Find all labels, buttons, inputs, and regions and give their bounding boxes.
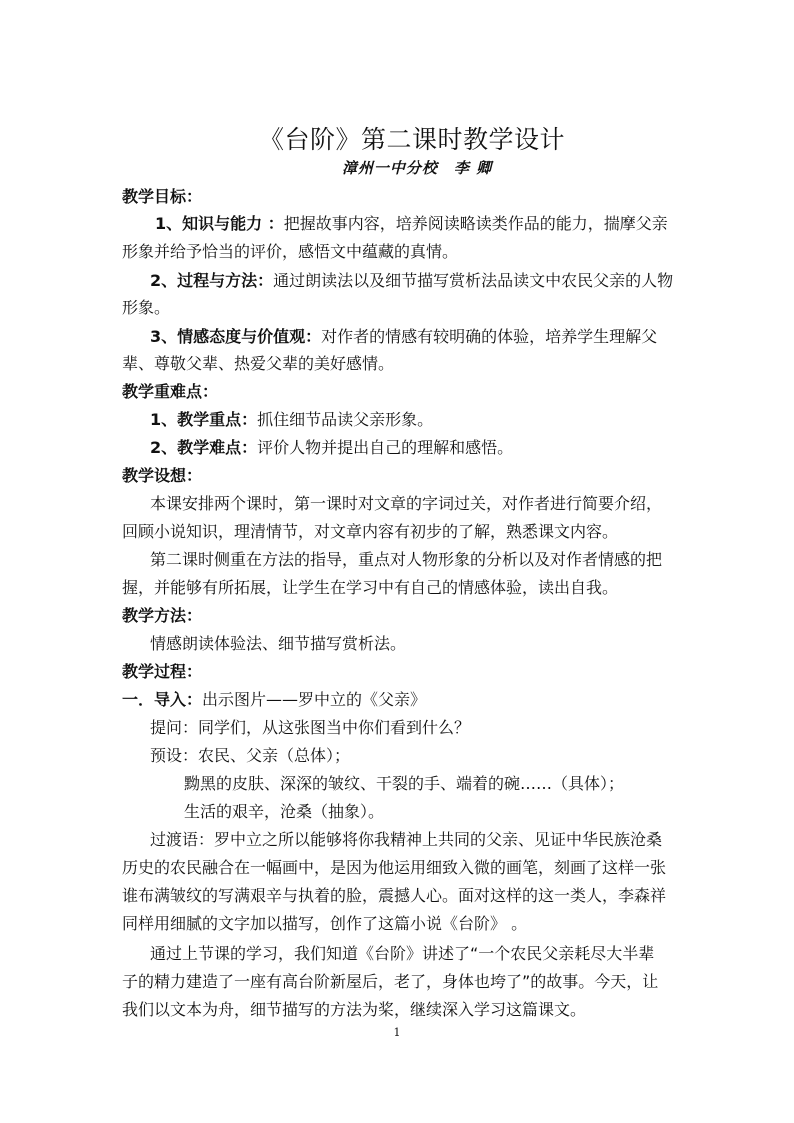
goal-item-1-line-1 bbox=[155, 213, 685, 235]
document-title: 《台阶》第二课时教学设计 bbox=[258, 125, 565, 154]
section-heading-process: 教学过程： bbox=[122, 662, 203, 681]
process-step-1-label: 一．导入： bbox=[122, 690, 203, 709]
process-preset: 预设：农民、父亲（总体）； bbox=[150, 746, 351, 765]
goal-item-2-text: 通过朗读法以及细节描写赏析法品读文中农民父亲的人物 bbox=[273, 271, 674, 290]
key-point-2-label: 2、教学难点： bbox=[150, 438, 258, 457]
goal-item-3-line-1 bbox=[150, 326, 685, 348]
section-heading-methods: 教学方法： bbox=[122, 606, 203, 625]
section-heading-concept: 教学设想： bbox=[122, 466, 203, 485]
goal-item-2-line-1 bbox=[150, 270, 685, 292]
concept-p1-line-2: 回顾小说知识，理清情节，对文章内容有初步的了解，熟悉课文内容。 bbox=[122, 522, 619, 541]
process-preset-a: 黝黑的皮肤、深深的皱纹、干裂的手、端着的碗……（具体）； bbox=[184, 774, 625, 793]
process-step-1-text: 出示图片——罗中立的《父亲》 bbox=[202, 690, 427, 709]
concept-p2-line-2: 握，并能够有所拓展，让学生在学习中有自己的情感体验，读出自我。 bbox=[122, 578, 619, 597]
goal-item-3-label: 3、情感态度与价值观： bbox=[150, 327, 322, 346]
transition-line-4: 同样用细腻的文字加以描写，创作了这篇小说《台阶》 。 bbox=[122, 914, 528, 933]
goal-item-1-text: 把握故事内容，培养阅读略读类作品的能力，揣摩父亲 bbox=[283, 214, 668, 233]
key-point-1-text: 抓住细节品读父亲形象。 bbox=[257, 410, 434, 429]
author-line: 漳州一中分校 李 卿 bbox=[341, 159, 493, 177]
goal-item-3-text: 对作者的情感有较明确的体验，培养学生理解父 bbox=[321, 327, 658, 346]
concept-p2-line-1: 第二课时侧重在方法的指导，重点对人物形象的分析以及对作者情感的把 bbox=[150, 550, 663, 569]
transition-line-2: 历史的农民融合在一幅画中，是因为他运用细致入微的画笔，刻画了这样一张 bbox=[122, 858, 667, 877]
goal-item-1-label: 1、知识与能力 ： bbox=[155, 214, 284, 233]
closing-line-1: 通过上节课的学习，我们知道《台阶》讲述了“一个农民父亲耗尽大半辈 bbox=[150, 944, 655, 963]
closing-line-3: 我们以文本为舟，细节描写的方法为桨，继续深入学习这篇课文。 bbox=[122, 1000, 587, 1019]
methods-text: 情感朗读体验法、细节描写赏析法。 bbox=[150, 634, 407, 653]
section-heading-goals: 教学目标： bbox=[122, 187, 203, 206]
transition-line-1: 过渡语：罗中立之所以能够将你我精神上共同的父亲、见证中华民族沧桑 bbox=[150, 830, 663, 849]
key-point-2 bbox=[150, 437, 685, 459]
page-number: 1 bbox=[393, 1026, 401, 1039]
section-heading-key-points: 教学重难点： bbox=[122, 382, 219, 401]
goal-item-2-label: 2、过程与方法： bbox=[150, 271, 274, 290]
process-preset-b: 生活的艰辛，沧桑（抽象）。 bbox=[184, 802, 385, 821]
concept-p1-line-1: 本课安排两个课时，第一课时对文章的字词过关，对作者进行简要介绍， bbox=[150, 494, 663, 513]
key-point-1 bbox=[150, 409, 685, 431]
goal-item-2-line-2: 形象。 bbox=[122, 298, 171, 317]
process-question: 提问：同学们，从这张图当中你们看到什么？ bbox=[150, 718, 471, 737]
key-point-2-text: 评价人物并提出自己的理解和感悟。 bbox=[257, 438, 514, 457]
process-step-1 bbox=[122, 689, 682, 711]
key-point-1-label: 1、教学重点： bbox=[150, 410, 258, 429]
transition-line-3: 谁布满皱纹的写满艰辛与执着的脸，震撼人心。面对这样的这一类人，李森祥 bbox=[122, 886, 667, 905]
goal-item-1-line-2: 形象并给予恰当的评价，感悟文中蕴藏的真情。 bbox=[122, 242, 459, 261]
closing-line-2: 子的精力建造了一座有高台阶新屋后，老了，身体也垮了”的故事。今天，让 bbox=[122, 972, 659, 991]
goal-item-3-line-2: 辈、尊敬父辈、热爱父辈的美好感情。 bbox=[122, 354, 395, 373]
